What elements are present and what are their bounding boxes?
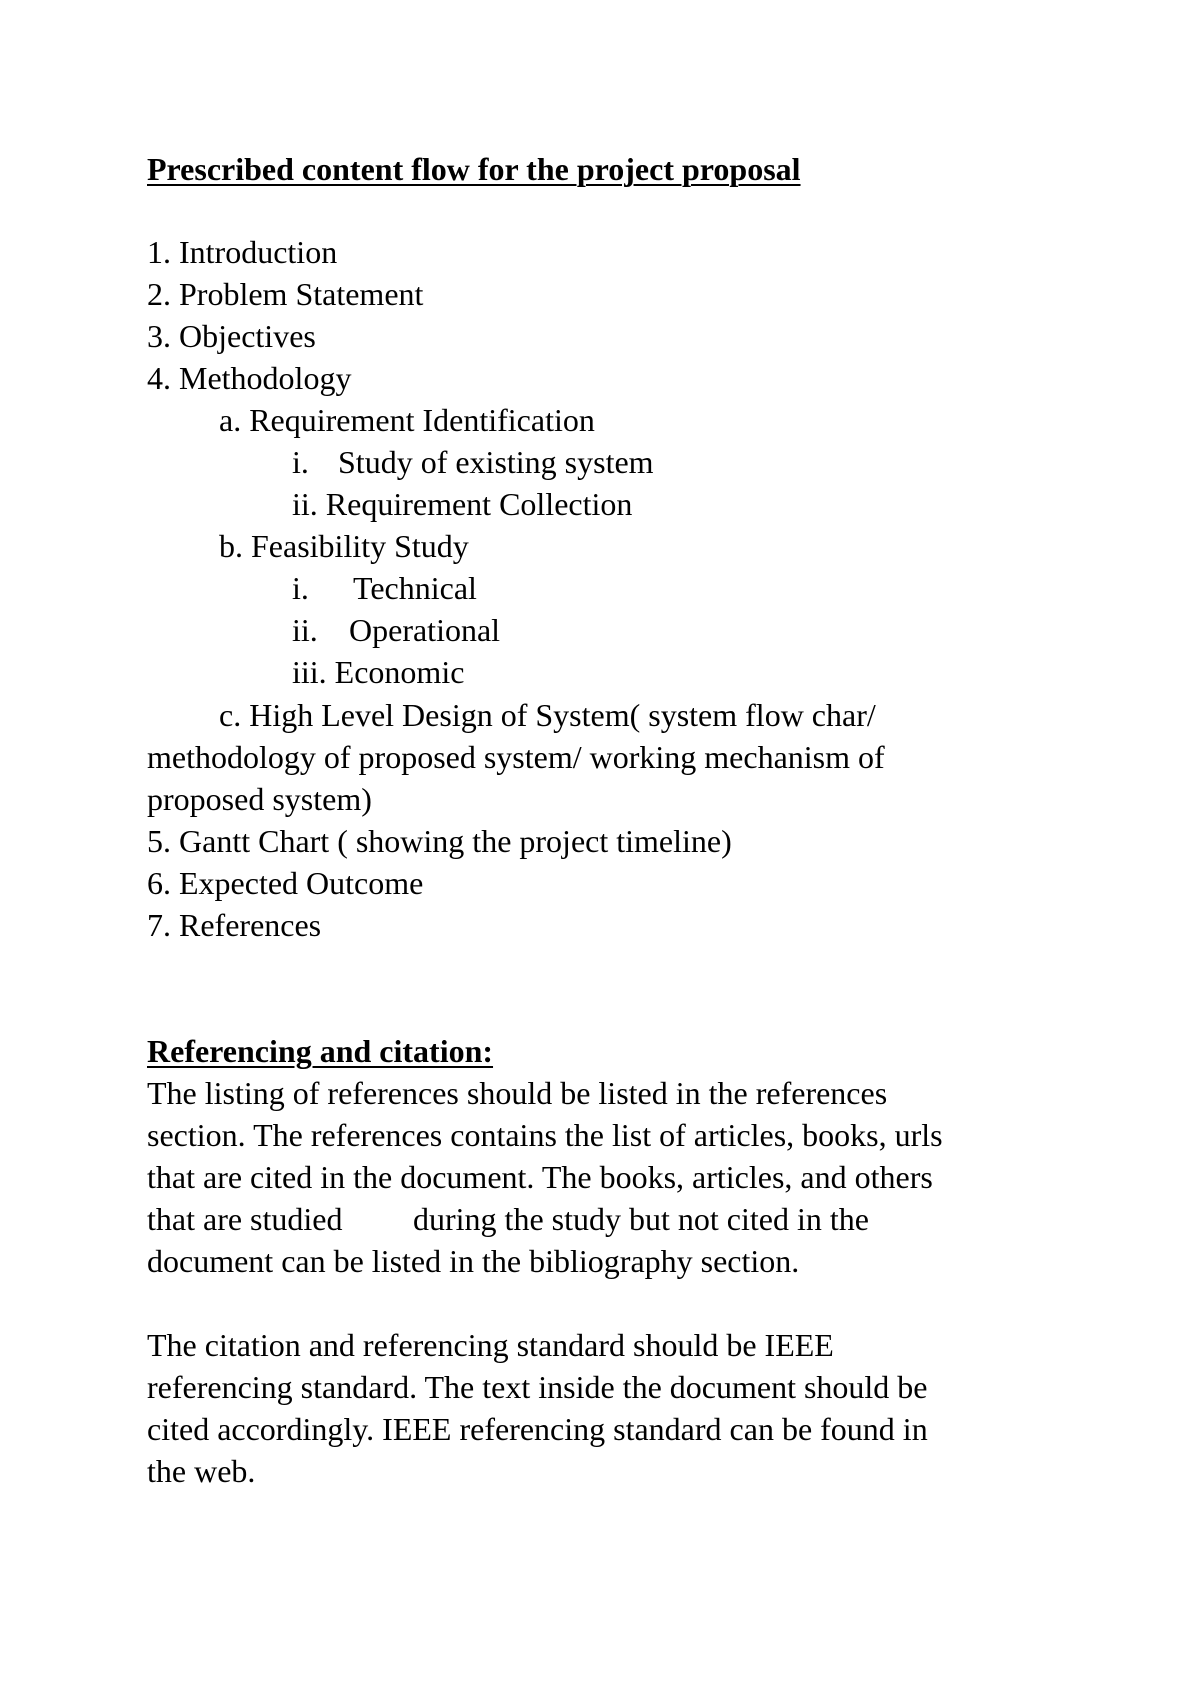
outline-subsubitem-operational: Operational [349, 612, 501, 648]
outline-item-introduction: 1. Introduction [147, 234, 338, 270]
paragraph-line: that are studied [147, 1201, 343, 1237]
outline-subsubitem-requirement-collection: ii. Requirement Collection [292, 486, 633, 522]
paragraph-line: during the study but not cited in the [413, 1201, 869, 1237]
outline-item-expected-outcome: 6. Expected Outcome [147, 865, 424, 901]
paragraph-line: section. The references contains the list of articles, books, urls [147, 1117, 943, 1153]
section-heading-referencing: Referencing and citation: [147, 1033, 494, 1069]
outline-item-problem-statement: 2. Problem Statement [147, 276, 424, 312]
paragraph-line: that are cited in the document. The books, articles, and others [147, 1159, 933, 1195]
outline-subitem-feasibility-study: b. Feasibility Study [219, 528, 469, 564]
paragraph-line: The citation and referencing standard should be IEEE [147, 1327, 834, 1363]
paragraph-line: referencing standard. The text inside the document should be [147, 1369, 928, 1405]
outline-item-references: 7. References [147, 907, 322, 943]
outline-item-methodology: 4. Methodology [147, 360, 352, 396]
outline-subsubitem-number: i. [292, 570, 309, 606]
outline-subsubitem-study-existing-system: Study of existing system [338, 444, 654, 480]
section-heading-content-flow: Prescribed content flow for the project proposal [147, 151, 801, 187]
outline-subsubitem-technical: Technical [353, 570, 477, 606]
outline-subsubitem-number: ii. [292, 612, 318, 648]
paragraph-line: document can be listed in the bibliography section. [147, 1243, 800, 1279]
paragraph-line: The listing of references should be listed in the references [147, 1075, 888, 1111]
outline-item-objectives: 3. Objectives [147, 318, 316, 354]
outline-subitem-high-level-design: c. High Level Design of System( system flow char/ [219, 697, 876, 733]
outline-subitem-requirement-identification: a. Requirement Identification [219, 402, 595, 438]
paragraph-line: cited accordingly. IEEE referencing standard can be found in [147, 1411, 928, 1447]
outline-subsubitem-number: i. [292, 444, 309, 480]
outline-subitem-high-level-design-cont: methodology of proposed system/ working mechanism of [147, 739, 885, 775]
outline-item-gantt-chart: 5. Gantt Chart ( showing the project timeline) [147, 823, 732, 859]
paragraph-line: the web. [147, 1453, 256, 1489]
outline-subitem-high-level-design-cont: proposed system) [147, 781, 372, 817]
outline-subsubitem-economic: iii. Economic [292, 654, 465, 690]
